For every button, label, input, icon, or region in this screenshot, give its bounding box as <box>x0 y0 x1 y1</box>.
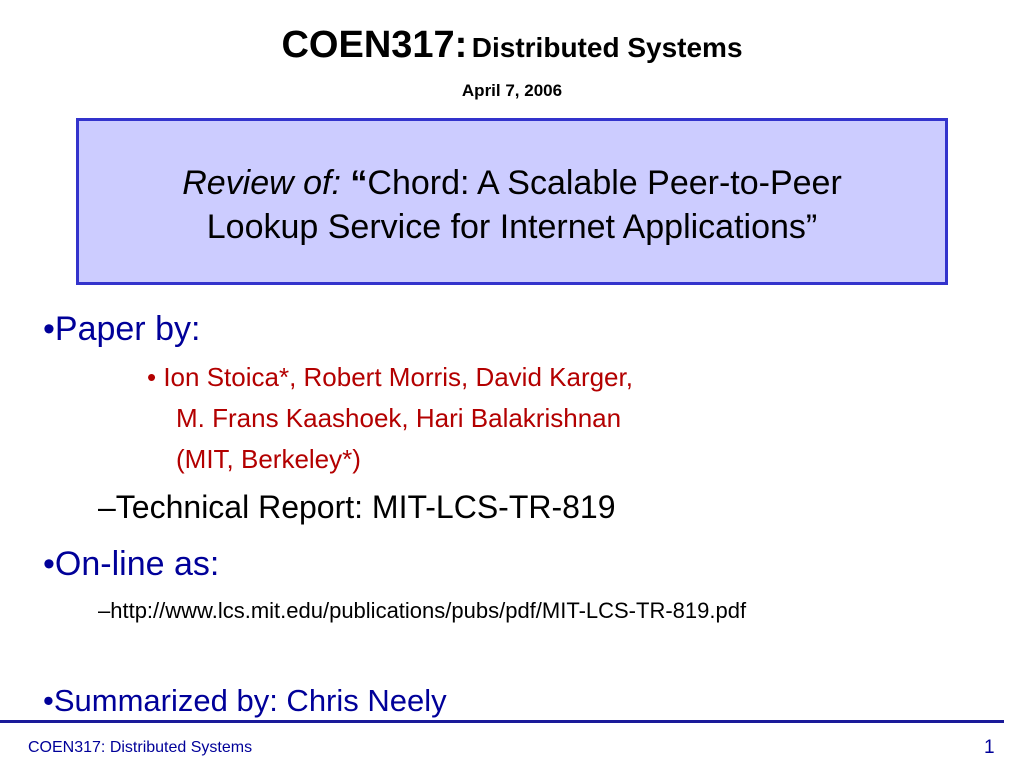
review-box <box>76 118 948 285</box>
bullet-paper-by: •Paper by: <box>43 310 201 348</box>
review-title <box>79 161 945 249</box>
authors-line-3: (MIT, Berkeley*) <box>176 444 361 474</box>
review-title-line-1 <box>79 161 945 205</box>
footer-divider <box>0 720 1004 723</box>
review-prefix: Review of: <box>182 164 341 202</box>
bullet-online-as: •On-line as: <box>43 545 220 583</box>
open-quote: “ <box>350 164 368 202</box>
paper-url[interactable]: –http://www.lcs.mit.edu/publications/pubs/pdf/MIT-LCS-TR-819.pdf <box>98 598 747 623</box>
course-subject: Distributed Systems <box>471 32 743 63</box>
course-code: COEN317: <box>281 24 468 66</box>
slide-title <box>0 24 1024 67</box>
authors-line-2: M. Frans Kaashoek, Hari Balakrishnan <box>176 403 622 433</box>
paper-title-line-2: Lookup Service for Internet Applications” <box>206 208 818 246</box>
paper-title-line-1: Chord: A Scalable Peer-to-Peer <box>367 164 842 202</box>
bullet-summarized-by: •Summarized by: Chris Neely <box>43 683 447 718</box>
slide-number: 1 <box>984 737 995 758</box>
footer-course: COEN317: Distributed Systems <box>28 739 253 756</box>
authors-line-1: • Ion Stoica*, Robert Morris, David Karger, <box>147 362 633 392</box>
technical-report: –Technical Report: MIT-LCS-TR-819 <box>98 489 616 525</box>
slide-date: April 7, 2006 <box>461 81 563 100</box>
